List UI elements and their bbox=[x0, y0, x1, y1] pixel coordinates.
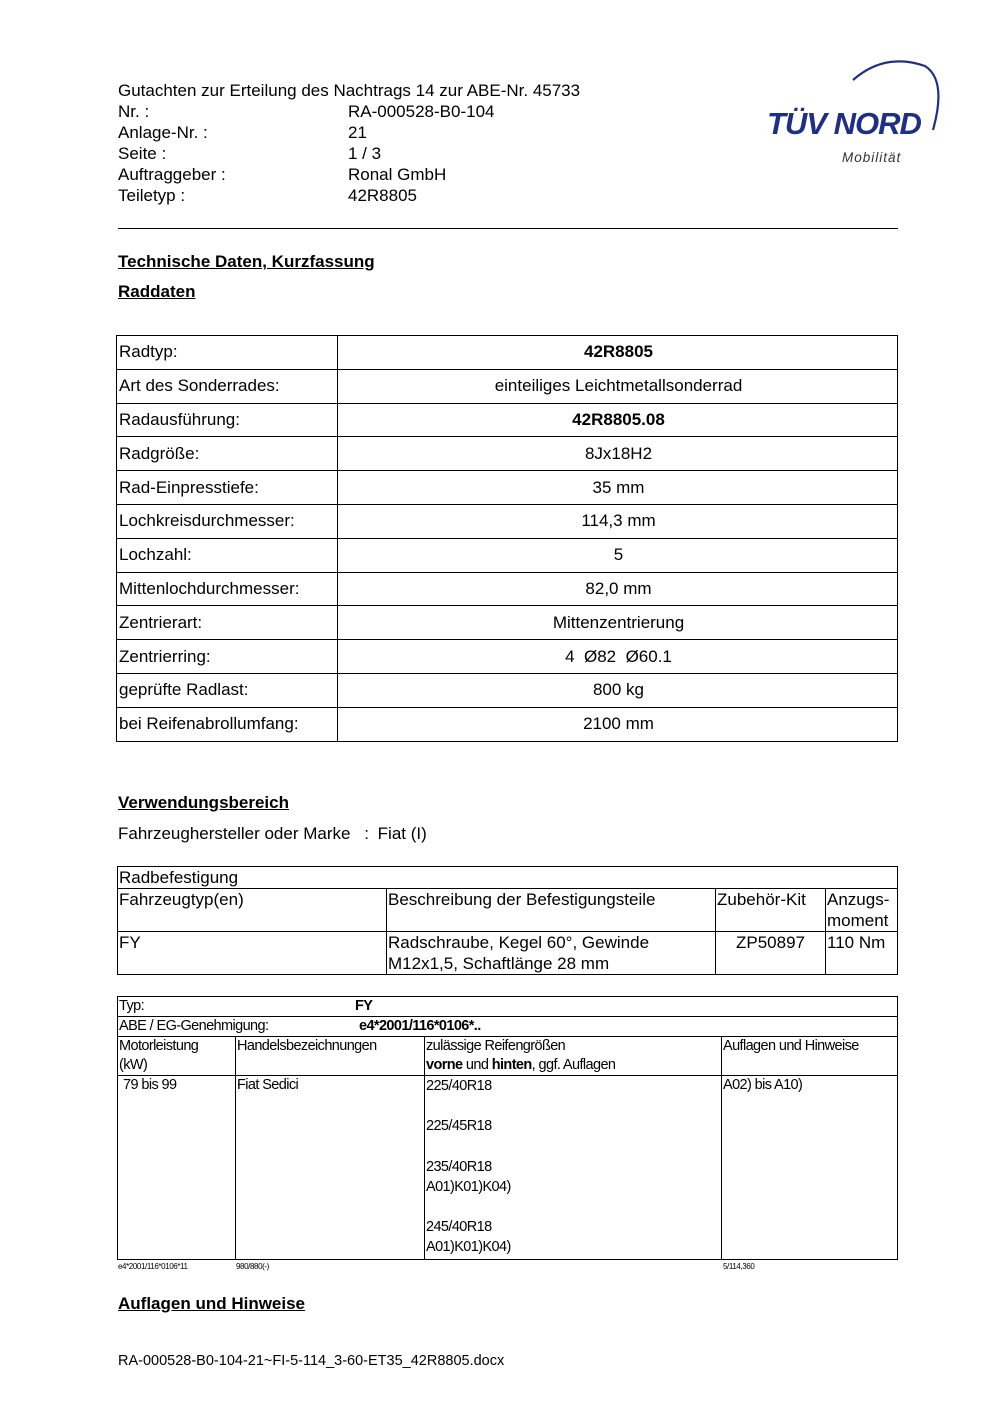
beschreibung-line: Radschraube, Kegel 60°, Gewinde bbox=[388, 933, 650, 952]
header-row-anlage bbox=[118, 122, 580, 143]
hersteller-value: Fiat (I) bbox=[377, 824, 427, 843]
typ-value: FY bbox=[355, 998, 373, 1014]
header-row-nr bbox=[118, 101, 580, 122]
header-row-auftraggeber bbox=[118, 164, 580, 185]
document-footer: RA-000528-B0-104-21~FI-5-114_3-60-ET35_42R8805.docx bbox=[118, 1353, 505, 1369]
header-bold: hinten bbox=[491, 1057, 532, 1073]
header-value: 1 / 3 bbox=[348, 144, 382, 163]
table-row bbox=[117, 673, 898, 707]
document-title: Gutachten zur Erteilung des Nachtrags 14 zur ABE-Nr. 45733 bbox=[118, 81, 581, 100]
tuev-nord-logo bbox=[765, 58, 945, 173]
row-value: 800 kg bbox=[338, 673, 898, 707]
header-text: , ggf. Auflagen bbox=[531, 1057, 616, 1073]
table-footnote: e4*2001/116*0106*11 bbox=[118, 1262, 188, 1271]
table-footnote: 980/880(-) bbox=[236, 1262, 269, 1271]
column-header bbox=[826, 889, 898, 932]
column-header-motor bbox=[118, 1037, 236, 1076]
row-value: 8Jx18H2 bbox=[338, 437, 898, 471]
row-label: Lochzahl: bbox=[117, 538, 338, 572]
header-line: Motorleistung bbox=[119, 1038, 199, 1054]
header-value: 21 bbox=[348, 123, 367, 142]
row-label: Art des Sonderrades: bbox=[117, 369, 338, 403]
section-title-verwendung: Verwendungsbereich bbox=[118, 793, 289, 812]
row-value: 2100 mm bbox=[338, 707, 898, 741]
row-label: Radtyp: bbox=[117, 336, 338, 370]
table-row bbox=[118, 997, 898, 1017]
row-label: Zentrierart: bbox=[117, 606, 338, 640]
cell-handel: Fiat Sedici bbox=[236, 1076, 425, 1260]
typ-label: Typ: bbox=[119, 998, 144, 1014]
row-value: 5 bbox=[338, 538, 898, 572]
column-header-auflagen: Auflagen und Hinweise bbox=[722, 1037, 898, 1076]
row-label: Radgröße: bbox=[117, 437, 338, 471]
row-label: Rad-Einpresstiefe: bbox=[117, 471, 338, 505]
spacer bbox=[426, 1137, 720, 1157]
table-row bbox=[117, 336, 898, 370]
abe-label: ABE / EG-Genehmigung: bbox=[119, 1018, 269, 1034]
table-row bbox=[117, 707, 898, 741]
table-row bbox=[117, 471, 898, 505]
table-row bbox=[117, 640, 898, 674]
hersteller-label: Fahrzeughersteller oder Marke bbox=[118, 824, 351, 843]
row-label: Zentrierring: bbox=[117, 640, 338, 674]
table-row bbox=[117, 369, 898, 403]
row-value: 42R8805 bbox=[338, 336, 898, 370]
header-value: Ronal GmbH bbox=[348, 165, 447, 184]
cell-beschreibung bbox=[387, 932, 716, 975]
row-label: Lochkreisdurchmesser: bbox=[117, 504, 338, 538]
spacer bbox=[426, 1096, 720, 1116]
reifen-size: 225/40R18 bbox=[426, 1078, 492, 1094]
table-header-row bbox=[118, 1037, 898, 1076]
section-title-auflagen: Auflagen und Hinweise bbox=[118, 1294, 306, 1313]
reifen-auflagen: A01)K01)K04) bbox=[426, 1239, 511, 1256]
table-row bbox=[118, 1017, 898, 1037]
column-header: Zubehör-Kit bbox=[716, 889, 826, 932]
column-header-handel: Handelsbezeichnungen bbox=[236, 1037, 425, 1076]
raddaten-table bbox=[116, 335, 898, 742]
header-value: 42R8805 bbox=[348, 186, 418, 205]
column-header-reifen bbox=[425, 1037, 722, 1076]
section-title-tech: Technische Daten, Kurzfassung bbox=[118, 252, 375, 271]
table-row bbox=[117, 538, 898, 572]
row-value: 42R8805.08 bbox=[338, 403, 898, 437]
header-label: Teiletyp : bbox=[118, 186, 186, 205]
row-value: 4 Ø82 Ø60.1 bbox=[338, 640, 898, 674]
header-row-seite bbox=[118, 143, 580, 164]
logo-wordmark: TÜV NORD bbox=[767, 106, 921, 141]
header-line: zulässige Reifengrößen bbox=[426, 1038, 566, 1054]
column-header: Fahrzeugtyp(en) bbox=[118, 889, 387, 932]
cell-reifen bbox=[425, 1076, 722, 1260]
header-label: Seite : bbox=[118, 144, 167, 163]
table-row bbox=[118, 1076, 898, 1260]
abe-value: e4*2001/116*0106*.. bbox=[359, 1018, 481, 1034]
header-label: Auftraggeber : bbox=[118, 165, 226, 184]
reifen-size: 245/40R18 bbox=[426, 1219, 492, 1236]
row-label: Radausführung: bbox=[117, 403, 338, 437]
table-row bbox=[117, 606, 898, 640]
hersteller-separator: : bbox=[364, 824, 369, 843]
beschreibung-line: M12x1,5, Schaftlänge 28 mm bbox=[388, 954, 610, 973]
header-line: (kW) bbox=[119, 1057, 148, 1073]
header-row-teiletyp bbox=[118, 185, 580, 206]
table-row bbox=[117, 437, 898, 471]
reifen-size: 225/45R18 bbox=[426, 1118, 492, 1135]
row-value: Mittenzentrierung bbox=[338, 606, 898, 640]
section-title-raddaten: Raddaten bbox=[118, 282, 196, 301]
typ-row bbox=[118, 997, 898, 1017]
header-label: Nr. : bbox=[118, 102, 150, 121]
table-row bbox=[117, 572, 898, 606]
cell-typ: FY bbox=[118, 932, 387, 975]
table-footnote: 5/114,360 bbox=[723, 1262, 755, 1271]
table-row bbox=[117, 504, 898, 538]
header-label: Anlage-Nr. : bbox=[118, 123, 208, 142]
document-header bbox=[118, 80, 580, 206]
header-value: RA-000528-B0-104 bbox=[348, 102, 495, 121]
anzugsmoment-header: Anzugs-moment bbox=[827, 890, 890, 930]
hersteller-line bbox=[118, 824, 427, 844]
reifen-auflagen: A01)K01)K04) bbox=[426, 1178, 511, 1195]
table-row bbox=[118, 932, 898, 975]
header-text: und bbox=[462, 1057, 492, 1073]
reifen-size: 235/40R18 bbox=[426, 1158, 492, 1175]
table-row bbox=[117, 403, 898, 437]
cell-moment: 110 Nm bbox=[826, 932, 898, 975]
table-row bbox=[118, 867, 898, 889]
row-label: bei Reifenabrollumfang: bbox=[117, 707, 338, 741]
radbefestigung-table bbox=[117, 866, 898, 975]
row-label: geprüfte Radlast: bbox=[117, 673, 338, 707]
cell-auflagen: A02) bis A10) bbox=[722, 1076, 898, 1260]
header-bold: vorne bbox=[426, 1057, 463, 1073]
row-label: Mittenlochdurchmesser: bbox=[117, 572, 338, 606]
cell-kit: ZP50897 bbox=[716, 932, 826, 975]
header-divider bbox=[118, 228, 898, 229]
typ-table bbox=[117, 996, 898, 1260]
radbefestigung-title: Radbefestigung bbox=[118, 867, 898, 889]
abe-row bbox=[118, 1017, 898, 1037]
header-line bbox=[426, 1056, 720, 1075]
table-header-row bbox=[118, 889, 898, 932]
column-header: Beschreibung der Befestigungsteile bbox=[387, 889, 716, 932]
row-value: 114,3 mm bbox=[338, 504, 898, 538]
row-value: 35 mm bbox=[338, 471, 898, 505]
row-value: 82,0 mm bbox=[338, 572, 898, 606]
logo-subtitle: Mobilität bbox=[842, 150, 902, 165]
row-value: einteiliges Leichtmetallsonderrad bbox=[338, 369, 898, 403]
spacer bbox=[426, 1197, 720, 1217]
cell-motor: 79 bis 99 bbox=[118, 1076, 236, 1260]
